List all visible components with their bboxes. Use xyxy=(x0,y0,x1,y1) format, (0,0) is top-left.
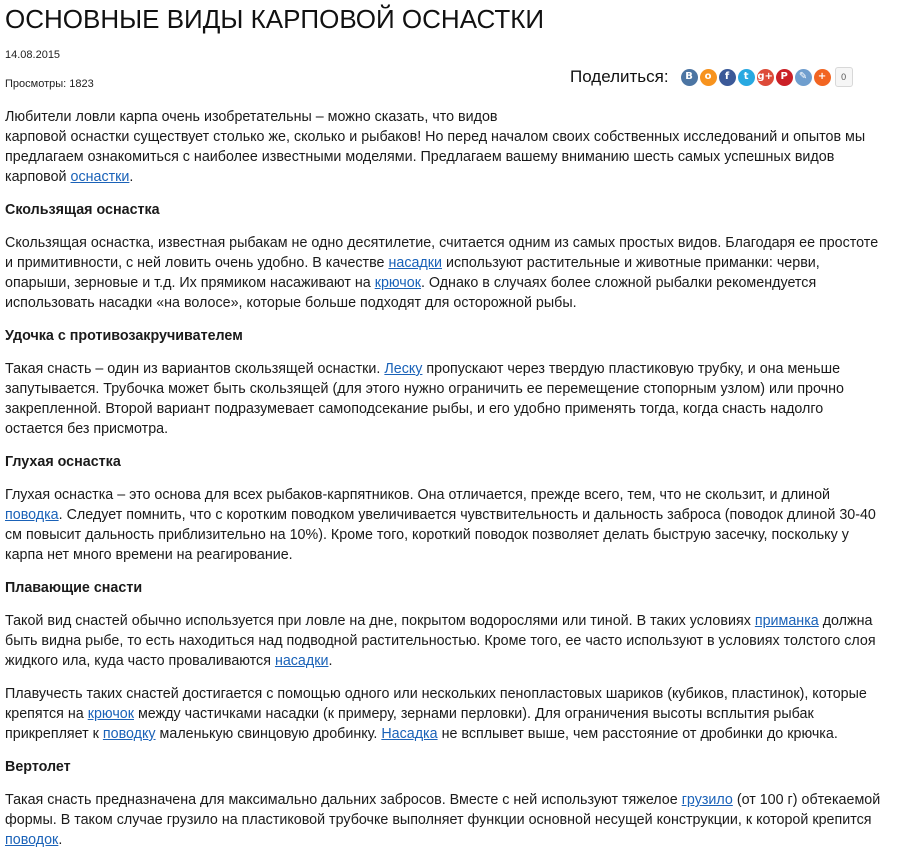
link-osnastki[interactable]: оснастки xyxy=(70,169,130,185)
paragraph-fixed: Глухая оснастка – это основа для всех рыбаков-карпятников. Она отличается, прежде всего, тем, что не скользит, и длиной поводка. Следует помнить, что с коротким поводком увеличивается чувствительность и дальность заброса (поводок длиной 30-40 см повысит дальность приблизительно на 10%). Кроме того, короткий поводок позволяет делать быструю засечку, поскольку у карпа нет много времени на реагирование. xyxy=(5,487,876,563)
link-lesku[interactable]: Леску xyxy=(384,361,423,377)
vk-icon[interactable]: В xyxy=(681,69,698,86)
paragraph-floating-2: Плавучесть таких снастей достигается с помощью одного или нескольких пенопластовых шариков (кубиков, пластинок), которые крепятся на крючок между частичками насадки (к примеру, зернами перловки). Для ограничения высоты всплытия рыбак прикрепляет к поводку маленькую свинцовую дробинку. Насадка не всплывет выше, чем расстояние от дробинки до крючка. xyxy=(5,686,867,742)
odnoklassniki-icon[interactable]: о xyxy=(700,69,717,86)
section-heading-helicopter: Вертолет xyxy=(5,759,71,775)
link-kryuchok[interactable]: крючок xyxy=(374,275,421,291)
link-primanka[interactable]: приманка xyxy=(754,613,819,629)
plus-icon[interactable]: + xyxy=(814,69,831,86)
link-nasadka[interactable]: Насадка xyxy=(381,726,438,742)
link-povodok[interactable]: поводок xyxy=(5,832,59,848)
section-heading-fixed: Глухая оснастка xyxy=(5,454,121,470)
view-count: Просмотры: 1823 xyxy=(5,78,94,90)
link-povodka[interactable]: поводка xyxy=(5,507,59,523)
livejournal-icon[interactable]: ✎ xyxy=(795,69,812,86)
share-count: 0 xyxy=(835,67,853,87)
paragraph-floating-1: Такой вид снастей обычно используется при ловле на дне, покрытом водорослями или тиной. В таких условиях приманка должна быть видна рыбе, то есть находиться над подводной растительностью. Кроме того, ее часто используют в условиях толстого слоя жидкого ила, куда часто проваливаются насадки. xyxy=(5,613,876,669)
publish-date: 14.08.2015 xyxy=(5,49,61,61)
share-bar xyxy=(570,66,853,88)
section-heading-sliding: Скользящая оснастка xyxy=(5,202,160,218)
link-kryuchok-2[interactable]: крючок xyxy=(87,706,134,722)
twitter-icon[interactable]: t xyxy=(738,69,755,86)
share-label: Поделиться: xyxy=(570,67,669,86)
link-nasadki-2[interactable]: насадки xyxy=(274,653,329,669)
page-title: ОСНОВНЫЕ ВИДЫ КАРПОВОЙ ОСНАСТКИ xyxy=(5,4,545,34)
section-heading-floating: Плавающие снасти xyxy=(5,580,143,596)
facebook-icon[interactable]: f xyxy=(719,69,736,86)
link-nasadki[interactable]: насадки xyxy=(388,255,442,271)
google-plus-icon[interactable]: g+ xyxy=(757,69,774,86)
section-heading-anti-tangle: Удочка с противозакручивателем xyxy=(5,328,243,344)
intro-paragraph: Любители ловли карпа очень изобретательны – можно сказать, что видов карповой оснастки существует столько же, сколько и рыбаков! Но перед началом своих собственных исследований и опытов мы предлагаем ознакомиться с наиболее известными моделями. Предлагаем вашему вниманию шесть самых успешных видов карповой оснастки. xyxy=(5,109,866,185)
link-povodku[interactable]: поводку xyxy=(102,726,156,742)
paragraph-sliding: Скользящая оснастка, известная рыбакам не одно десятилетие, считается одним из самых простых видов. Благодаря ее простоте и примитивности, с ней ловить очень удобно. В качестве насадки используют растительные и животные приманки: черви, опарыши, зерновые и т.д. Их прямиком насаживают на крючок. Однако в случаях более сложной рыбалки рекомендуется использовать насадки «на волосе», которые больше подходят для осторожной рыбы. xyxy=(5,235,879,311)
paragraph-helicopter: Такая снасть предназначена для максимально дальних забросов. Вместе с ней используют тяжелое грузило (от 100 г) обтекаемой формы. В таком случае грузило на пластиковой трубочке выполняет функции основной несущей конструкции, к которой крепится поводок. xyxy=(5,792,881,848)
pinterest-icon[interactable]: P xyxy=(776,69,793,86)
paragraph-anti-tangle: Такая снасть – один из вариантов скользящей оснастки. Леску пропускают через твердую пластиковую трубку, и она меньше запутывается. Трубочка может быть скользящей (для этого нужно ограничить ее перемещение стопорным узлом) или прочно закрепленной. Второй вариант подразумевает самоподсекание рыбы, и его удобно применять тогда, когда снасть надолго остается без присмотра. xyxy=(5,361,844,437)
link-gruzilo[interactable]: грузило xyxy=(681,792,733,808)
article-body xyxy=(5,107,885,863)
